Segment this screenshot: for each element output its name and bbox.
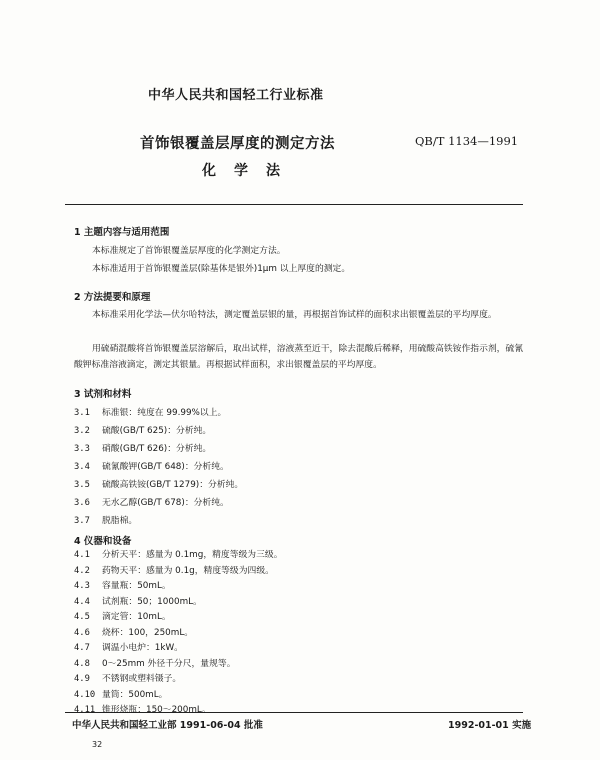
section-1-paragraph: 本标准适用于首饰银覆盖层(除基体是银外)1μm 以上厚度的测定。 <box>92 264 351 274</box>
list-item <box>74 671 181 684</box>
list-item <box>74 656 236 669</box>
item-text: 药物天平：感量为 0.1g，精度等级为四级。 <box>102 565 274 576</box>
list-item <box>74 640 183 653</box>
item-text: 硝酸(GB/T 626)：分析纯。 <box>102 444 212 454</box>
list-item <box>74 702 211 715</box>
section-3-title: 3 试剂和材料 <box>74 389 132 400</box>
item-number: 4.2 <box>74 565 90 576</box>
item-number: 4.1 <box>74 550 90 560</box>
page-number: 32 <box>92 740 103 749</box>
item-number: 4.7 <box>74 643 90 653</box>
item-number: 4.10 <box>74 689 96 700</box>
list-item <box>74 459 229 472</box>
list-item <box>74 405 226 418</box>
item-number: 4.11 <box>74 705 96 715</box>
item-number: 3.5 <box>74 480 90 490</box>
item-text: 脱脂棉。 <box>102 516 138 526</box>
item-text: 不锈钢或塑料镊子。 <box>102 674 182 684</box>
item-text: 锥形烧瓶：150～200mL。 <box>102 705 211 715</box>
item-number: 3.7 <box>74 516 90 526</box>
standard-code: QB/T 1134—1991 <box>415 134 519 148</box>
item-text: 烧杯：100，250mL。 <box>102 627 194 638</box>
item-number: 3.4 <box>74 462 90 472</box>
item-text: 量筒：500mL。 <box>102 689 168 700</box>
section-2-title: 2 方法提要和原理 <box>74 292 151 303</box>
item-text: 调温小电炉：1kW。 <box>102 643 183 653</box>
item-number: 4.6 <box>74 627 90 638</box>
item-text: 无水乙醇(GB/T 678)：分析纯。 <box>102 498 229 508</box>
item-number: 3.3 <box>74 444 90 454</box>
item-text: 试剂瓶：50；1000mL。 <box>102 596 202 607</box>
section-4-title: 4 仪器和设备 <box>74 536 132 547</box>
list-item <box>74 423 211 436</box>
item-number: 3.1 <box>74 408 90 418</box>
item-number: 4.9 <box>74 674 90 684</box>
section-2-paragraph: 本标准采用化学法—伏尔哈特法，测定覆盖层银的量，再根据首饰试样的面积求出银覆盖层的平均厚度。 <box>92 310 497 320</box>
list-item <box>74 594 202 607</box>
item-number: 4.5 <box>74 612 90 622</box>
item-text: 标准银：纯度在 99.99%以上。 <box>102 408 227 418</box>
implementation-date: 1992-01-01 实施 <box>448 720 532 731</box>
list-item <box>74 625 193 638</box>
list-item <box>74 547 283 560</box>
item-text: 0～25mm 外径千分尺，量规等。 <box>102 658 236 669</box>
document-subtitle: 化学法 <box>202 163 298 179</box>
item-text: 滴定管：10mL。 <box>102 612 171 622</box>
ministry-header: 中华人民共和国轻工行业标准 <box>148 88 324 103</box>
item-number: 3.2 <box>74 426 90 436</box>
item-text: 硫酸高铁铵(GB/T 1279)：分析纯。 <box>102 480 244 490</box>
list-item <box>74 609 171 622</box>
top-divider <box>65 204 523 205</box>
item-number: 4.3 <box>74 581 90 591</box>
item-number: 3.6 <box>74 498 90 508</box>
section-2-paragraph: 用硫硝混酸将首饰银覆盖层溶解后，取出试样，溶液蒸至近干，除去混酸后稀释，用硫酸高铁铵作指示剂，硫氰酸钾标准溶液滴定，测定其银量。再根据试样面积，求出银覆盖层的平均厚度。 <box>74 344 524 370</box>
item-text: 分析天平：感量为 0.1mg，精度等级为三级。 <box>102 550 283 560</box>
item-text: 容量瓶：50mL。 <box>102 581 171 591</box>
list-item <box>74 513 137 526</box>
approval-date: 中华人民共和国轻工业部 1991-06-04 批准 <box>72 720 263 731</box>
list-item <box>74 578 171 591</box>
document-title: 首饰银覆盖层厚度的测定方法 <box>140 136 335 152</box>
section-1-title: 1 主题内容与适用范围 <box>74 227 170 238</box>
list-item <box>74 441 211 454</box>
list-item <box>74 477 243 490</box>
item-text: 硫氰酸钾(GB/T 648)：分析纯。 <box>102 462 229 472</box>
list-item <box>74 687 167 700</box>
item-number: 4.8 <box>74 658 90 669</box>
item-text: 硫酸(GB/T 625)：分析纯。 <box>102 426 212 436</box>
section-1-paragraph: 本标准规定了首饰银覆盖层厚度的化学测定方法。 <box>92 246 286 256</box>
list-item <box>74 495 229 508</box>
item-number: 4.4 <box>74 596 90 607</box>
list-item <box>74 563 274 576</box>
